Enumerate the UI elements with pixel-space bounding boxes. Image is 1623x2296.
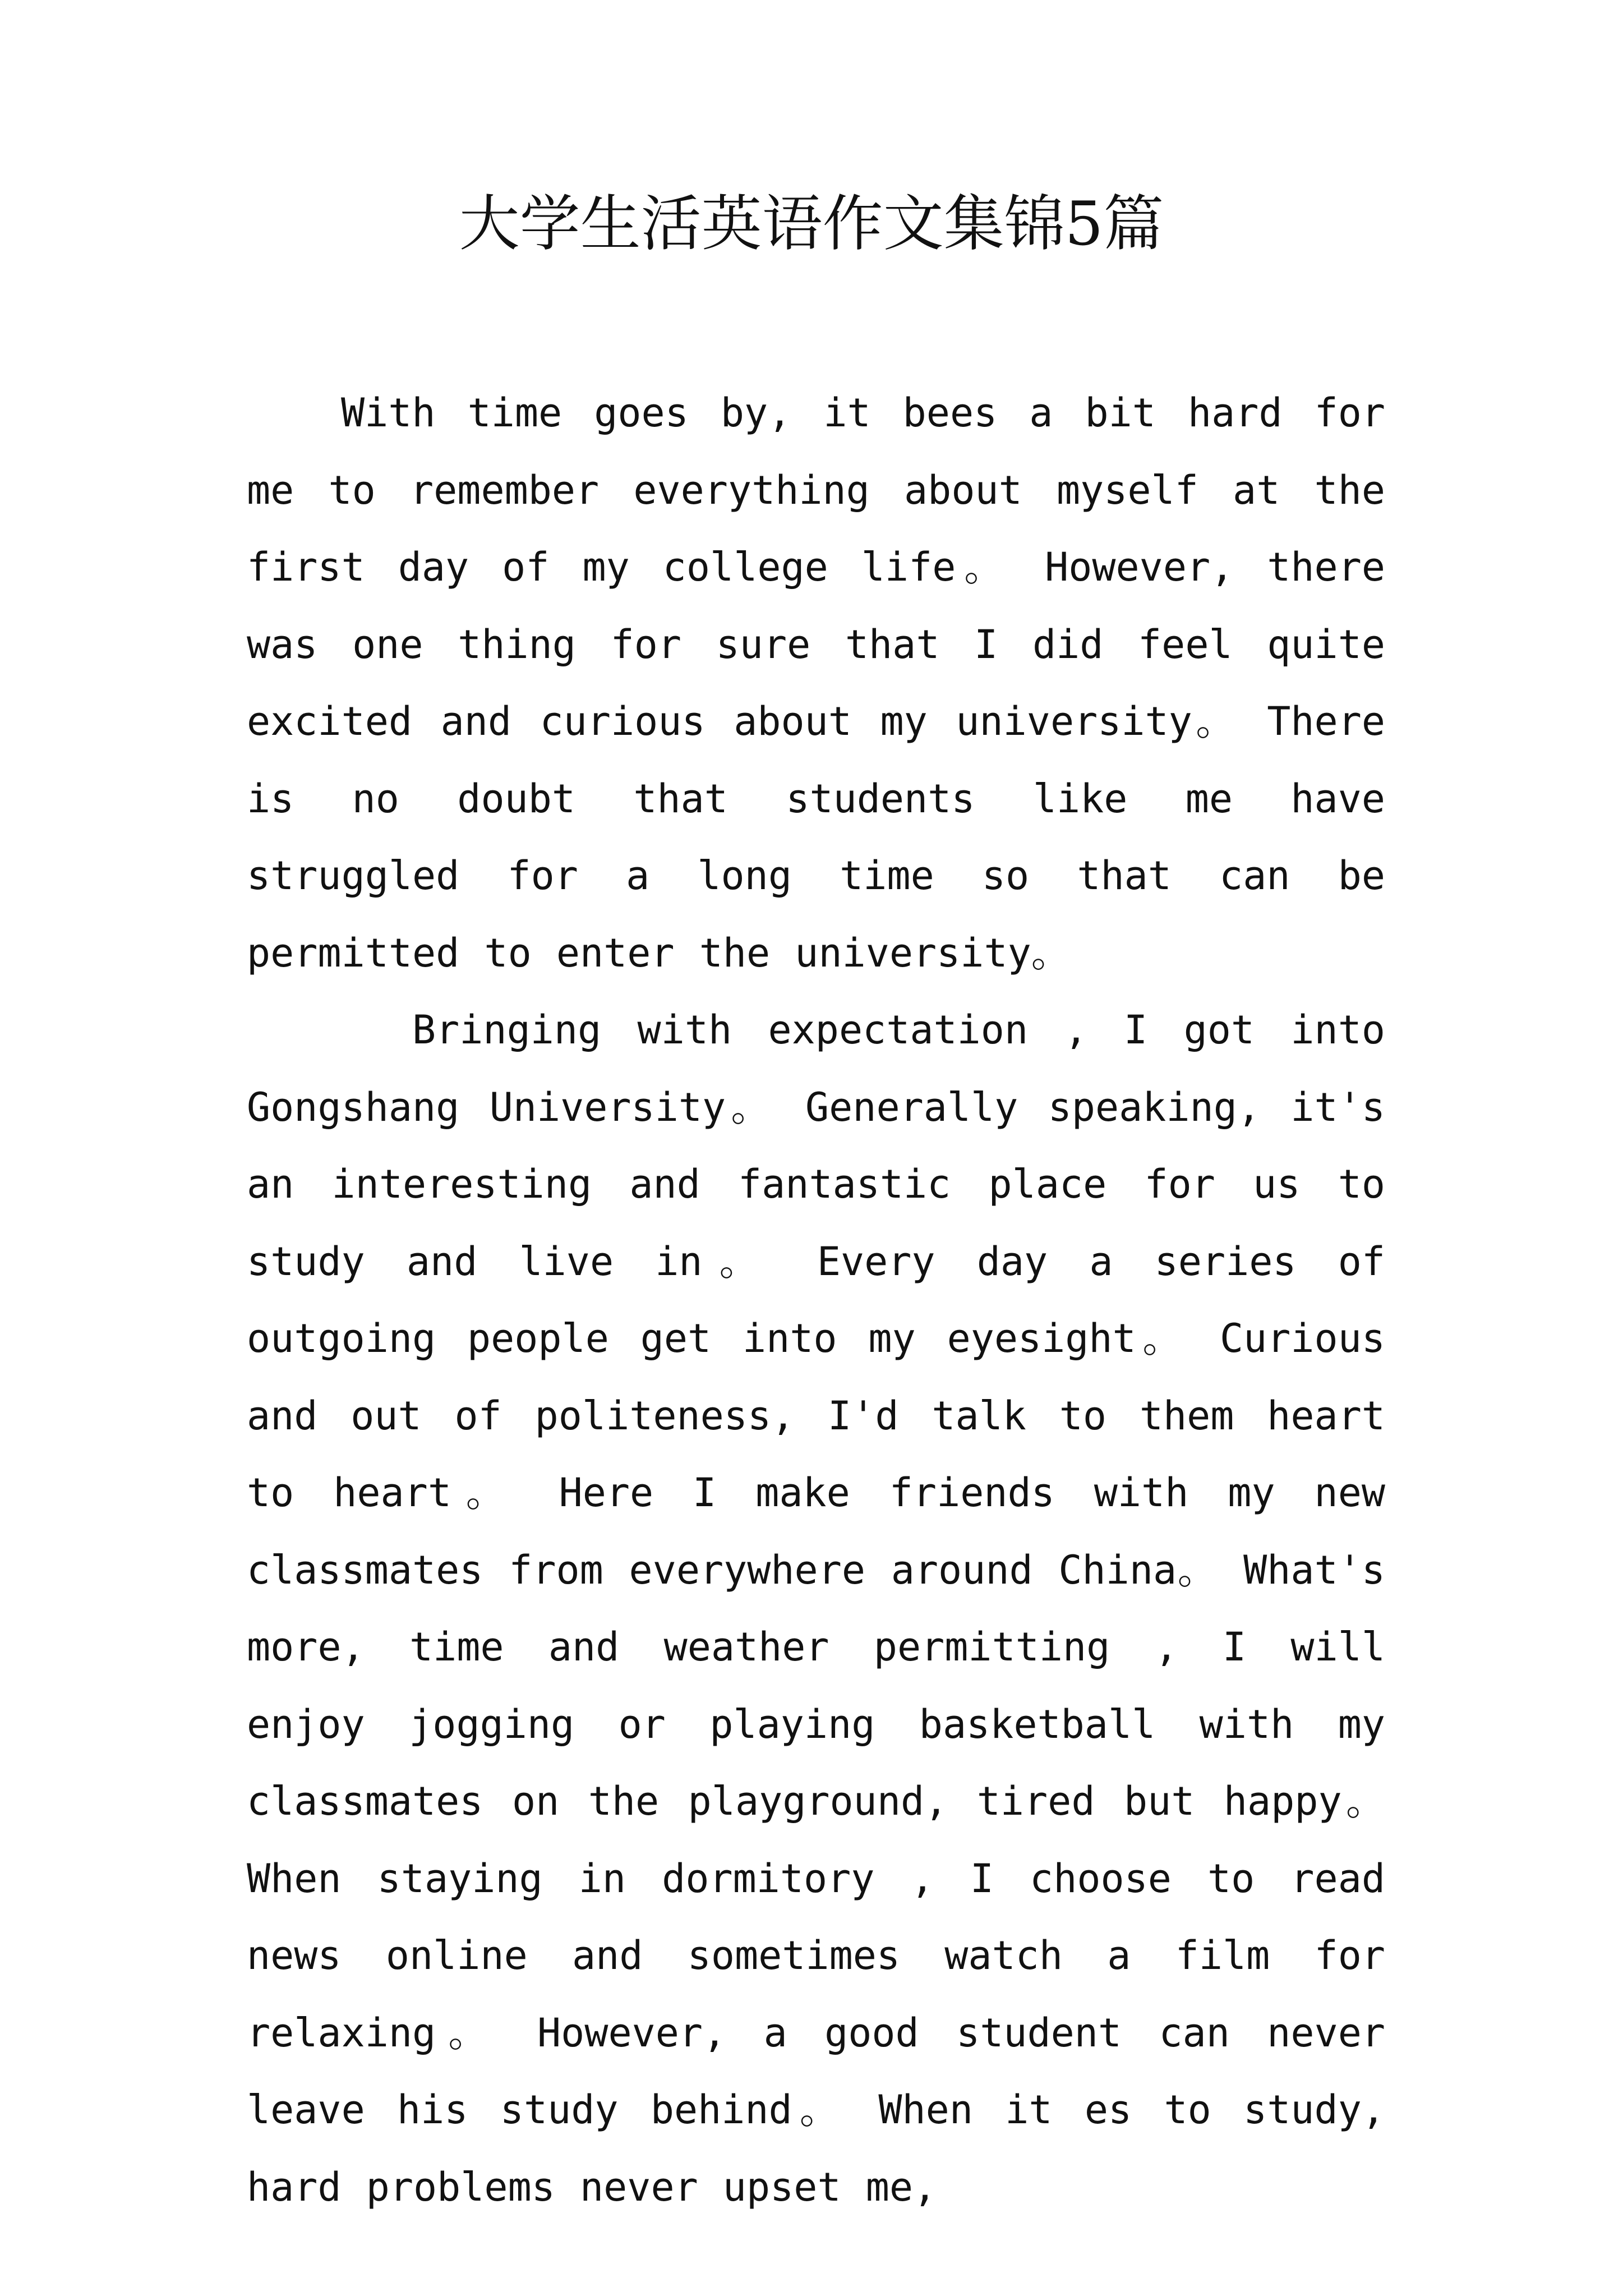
paragraph-2: Bringing with expectation , I got into Gongshang University。 Generally speaking, it's an interesting and fantastic place for us to study and live in。 Every day a series of outgoing people get into my eyesight。 Curious and out of politeness, I'd talk to them heart to heart。 Here I make friends with my new classmates from everywhere around China。 What's more, time and weather permitting , I will enjoy jogging or playing basketball with my classmates on the playground, tired but happy。 When staying in dormitory , I choose to read news online and sometimes watch a film for relaxing。 However, a good student can never leave his study behind。 When it es to study, hard problems never upset me, bbox=[247, 1007, 1385, 2210]
document-title: 大学生活英语作文集锦5篇 bbox=[459, 189, 1164, 259]
paragraph-1: With time goes by, it bees a bit hard for me to remember everything about myself at the first day of my college life。 However, there was one thing for sure that I did feel quite excited and curious about my university。 There is no doubt that students like me have struggled for a long time so that can be permitted to enter the university。 bbox=[247, 390, 1385, 976]
document-body bbox=[247, 375, 1385, 2226]
